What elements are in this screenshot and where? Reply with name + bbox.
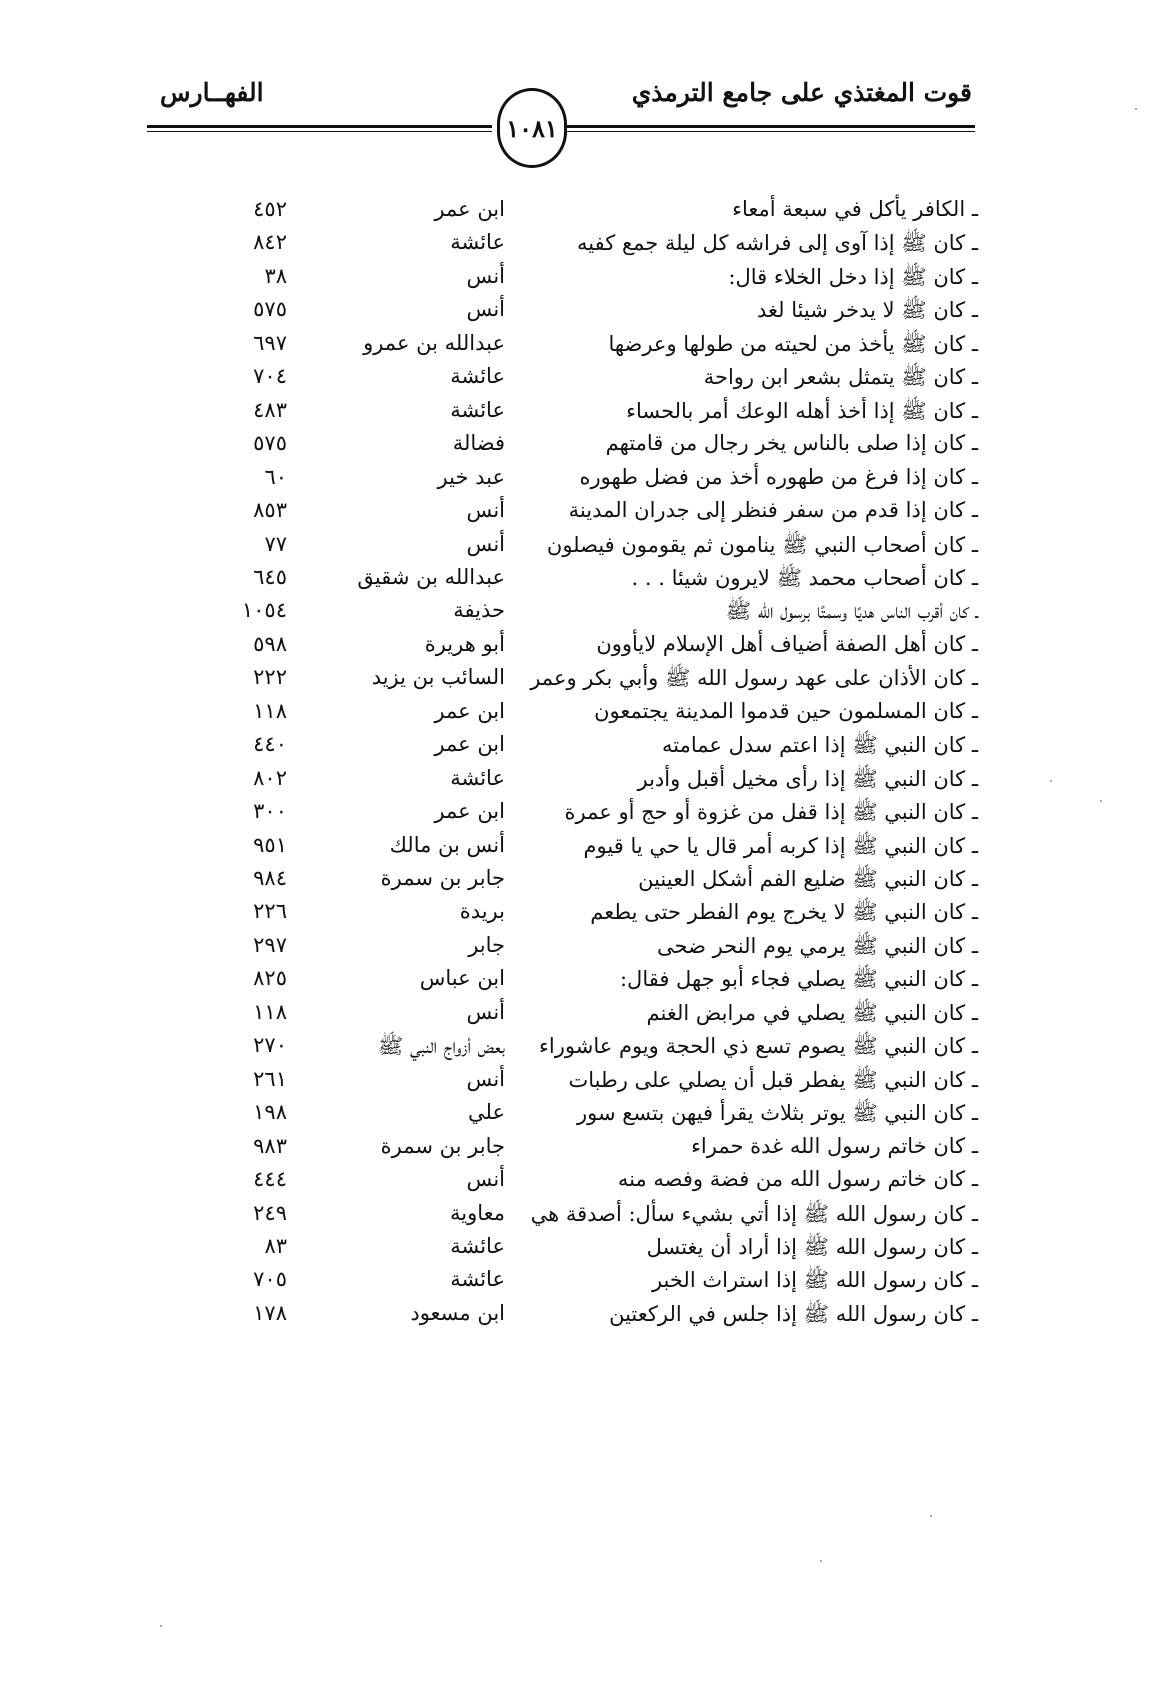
index-entry-row [0,498,1154,534]
index-entry-row [0,398,1154,434]
section-title: الفهــارس [160,78,264,107]
page-reference: ٩٨٣ [253,1133,287,1158]
index-entry-row [0,1234,1154,1270]
hadith-text: ـ كان النبي ﷺ لا يخرج يوم الفطر حتى يطعم [590,900,978,925]
narrator-name: أنس [466,1167,505,1192]
page-reference: ٢٧٠ [253,1033,287,1058]
page-reference: ٢٦١ [253,1066,287,1091]
hadith-text: ـ كان أقرب الناس هديًا وسمتًا برسول الله ﷺ [725,599,978,624]
index-entry-row [0,1201,1154,1237]
narrator-name: عبدالله بن شقيق [357,564,505,589]
narrator-name: فضالة [452,431,505,456]
hadith-text: ـ كان رسول الله ﷺ إذا أراد أن يغتسل [646,1234,978,1259]
narrator-name: جابر بن سمرة [380,1133,505,1158]
index-entry-row [0,565,1154,601]
index-entry-row [0,866,1154,902]
hadith-text: ـ كان النبي ﷺ إذا كربه أمر قال يا حي يا قيوم [583,833,978,858]
hadith-text: ـ كان الأذان على عهد رسول الله ﷺ وأبي بكر وعمر [530,666,978,691]
scan-speck [1135,108,1137,110]
book-title: قوت المغتذي على جامع الترمذي [631,78,972,107]
narrator-name: حذيفة [453,598,505,623]
hadith-text: ـ كان خاتم رسول الله من فضة وفصه منه [617,1167,978,1192]
narrator-name: أنس [466,1066,505,1091]
page-reference: ٨٤٢ [253,230,287,255]
narrator-name: عائشة [450,230,505,255]
page-reference: ١١٨ [253,698,287,723]
hadith-text: ـ كان النبي ﷺ إذا قفل من غزوة أو حج أو عمرة [564,800,978,825]
hadith-text: ـ كان ﷺ يأخذ من لحيته من طولها وعرضها [608,331,978,356]
index-entry-row [0,1033,1154,1069]
hadith-text: ـ كان ﷺ يتمثل بشعر ابن رواحة [703,365,978,390]
narrator-name: عائشة [450,364,505,389]
narrator-name: أنس [466,297,505,322]
hadith-text: ـ كان أهل الصفة أضياف أهل الإسلام لايأوون [596,631,978,656]
hadith-text: ـ كان خاتم رسول الله غدة حمراء [691,1133,978,1158]
index-entry-row [0,532,1154,568]
hadith-text: ـ كان النبي ﷺ يصلي فجاء أبو جهل فقال: [619,967,978,992]
header-rule-left [147,125,492,132]
page-reference: ٨٣ [264,1233,287,1258]
page-reference: ١٠٥٤ [241,598,287,623]
narrator-name: عائشة [450,765,505,790]
page-reference: ٨٢٥ [253,966,287,991]
header-rule-right [555,125,975,132]
index-entry-row [0,1301,1154,1337]
index-entry-row [0,364,1154,400]
hadith-text: ـ كان أصحاب محمد ﷺ لايرون شيئا . . . [631,565,978,590]
narrator-name: عائشة [450,397,505,422]
page-reference: ٤٤٠ [253,732,287,757]
index-entry-row [0,1000,1154,1036]
scan-speck [1050,780,1052,782]
narrator-name: عائشة [450,1233,505,1258]
page-reference: ٥٩٨ [253,631,287,656]
page-reference: ٩٥١ [253,832,287,857]
page-reference: ٢٢٦ [253,899,287,924]
hadith-text: ـ كان إذا قدم من سفر فنظر إلى جدران المدينة [568,498,978,523]
hadith-text: ـ كان النبي ﷺ يوتر بثلاث يقرأ فيهن بتسع سور [576,1101,978,1126]
index-entry-row [0,665,1154,701]
narrator-name: عبد خير [437,464,505,489]
index-entry-row [0,1134,1154,1170]
hadith-text: ـ كان النبي ﷺ يصلي في مرابض الغنم [646,1000,978,1025]
narrator-name: معاوية [449,1200,505,1225]
index-entry-row [0,699,1154,735]
page-reference: ٧٧ [264,531,287,556]
page-reference: ٨٠٢ [253,765,287,790]
narrator-name: عبدالله بن عمرو [363,330,505,355]
narrator-name: أنس [466,531,505,556]
page-number: ١٠٨١ [506,113,558,143]
narrator-name: عائشة [450,1267,505,1292]
index-entry-row [0,230,1154,266]
page-reference: ٣٠٠ [253,799,287,824]
narrator-name: السائب بن يزيد [371,665,505,690]
hadith-text: ـ كان ﷺ إذا دخل الخلاء قال: [728,264,978,289]
page-reference: ٩٨٤ [253,866,287,890]
hadith-text: ـ كان النبي ﷺ إذا اعتم سدل عمامته [662,733,978,758]
page-reference: ٢٢٢ [253,665,287,690]
hadith-text: ـ كان رسول الله ﷺ إذا استراث الخبر [651,1268,978,1293]
index-entry-row [0,1067,1154,1103]
index-entry-row [0,966,1154,1002]
page-reference: ١٧٨ [253,1300,287,1325]
index-entry-row [0,431,1154,467]
page-reference: ٢٩٧ [253,932,287,957]
narrator-name: أنس [466,263,505,288]
index-entry-row [0,264,1154,300]
hadith-text: ـ كان المسلمون حين قدموا المدينة يجتمعون [594,698,978,723]
index-entry-row [0,1267,1154,1303]
page-reference: ٦٠ [264,464,287,489]
hadith-text: ـ كان أصحاب النبي ﷺ ينامون ثم يقومون فيصلون [546,532,978,557]
page-reference: ١١٨ [253,999,287,1024]
hadith-text: ـ كان النبي ﷺ إذا رأى مخيل أقبل وأدبر [637,766,978,791]
page-reference: ١٩٨ [253,1100,287,1125]
hadith-text: ـ كان ﷺ لا يدخر شيئا لغد [756,298,978,323]
hadith-text: ـ كان النبي ﷺ يفطر قبل أن يصلي على رطبات [568,1067,978,1092]
hadith-text: ـ كان إذا صلى بالناس يخر رجال من قامتهم [605,431,978,456]
narrator-name: أنس [466,498,505,523]
narrator-name: ابن عمر [434,799,505,824]
page-reference: ٤٨٣ [253,397,287,422]
narrator-name: أبو هريرة [424,631,505,656]
page-reference: ٧٠٥ [253,1267,287,1292]
scan-speck [820,1560,822,1562]
page-reference: ٣٨ [264,263,287,288]
index-entry-row [0,598,1154,634]
index-entry-row [0,197,1154,233]
narrator-name: جابر [468,932,505,957]
page-reference: ٦٩٧ [253,330,287,355]
page-reference: ٢٤٩ [253,1200,287,1225]
narrator-name: أنس [466,999,505,1024]
narrator-name: ابن مسعود [410,1300,505,1325]
index-entry-row [0,933,1154,969]
hadith-text: ـ كان النبي ﷺ ضليع الفم أشكل العينين [638,867,978,891]
narrator-name: بريدة [459,899,505,924]
hadith-text: ـ كان ﷺ إذا أخذ أهله الوعك أمر بالحساء [626,398,978,423]
narrator-name: أنس بن مالك [389,832,505,857]
narrator-name: ابن عمر [434,732,505,757]
page-reference: ٨٥٣ [253,498,287,523]
hadith-text: ـ كان رسول الله ﷺ إذا جلس في الركعتين [609,1301,978,1326]
hadith-text: ـ كان ﷺ إذا آوى إلى فراشه كل ليلة جمع كفيه [577,231,978,256]
scan-speck [1100,800,1102,802]
scan-speck [930,1515,932,1517]
index-entry-row [0,465,1154,501]
page-reference: ٧٠٤ [253,364,287,389]
hadith-text: ـ كان رسول الله ﷺ إذا أتي بشيء سأل: أصدقة هي [530,1201,978,1226]
page-reference: ٤٤٤ [253,1167,287,1192]
index-entry-row [0,632,1154,668]
index-entry-row [0,766,1154,802]
page-reference: ٦٤٥ [253,564,287,589]
hadith-text: ـ الكافر يأكل في سبعة أمعاء [732,197,978,221]
narrator-name: جابر بن سمرة [380,866,505,890]
index-entry-row [0,297,1154,333]
scan-speck [160,1625,162,1627]
index-entry-row [0,1167,1154,1203]
hadith-text: ـ كان النبي ﷺ يرمي يوم النحر ضحى [657,933,978,958]
narrator-name: علي [468,1100,505,1125]
index-entry-row [0,1100,1154,1136]
narrator-name: ابن عمر [434,698,505,723]
narrator-name: ابن عمر [434,197,505,221]
index-entry-row [0,833,1154,869]
page-reference: ٥٧٥ [253,431,287,456]
page-number-badge [497,88,567,168]
hadith-text: ـ كان إذا فرغ من طهوره أخذ من فضل طهوره [579,464,978,489]
index-entry-row [0,331,1154,367]
hadith-text: ـ كان النبي ﷺ يصوم تسع ذي الحجة ويوم عاشوراء [539,1034,978,1059]
narrator-name: بعض أزواج النبي ﷺ [377,1034,505,1059]
page-reference: ٥٧٥ [253,297,287,322]
page-reference: ٤٥٢ [253,197,287,221]
index-entry-row [0,732,1154,768]
index-entry-row [0,799,1154,835]
narrator-name: ابن عباس [419,966,505,991]
index-entry-row [0,899,1154,935]
